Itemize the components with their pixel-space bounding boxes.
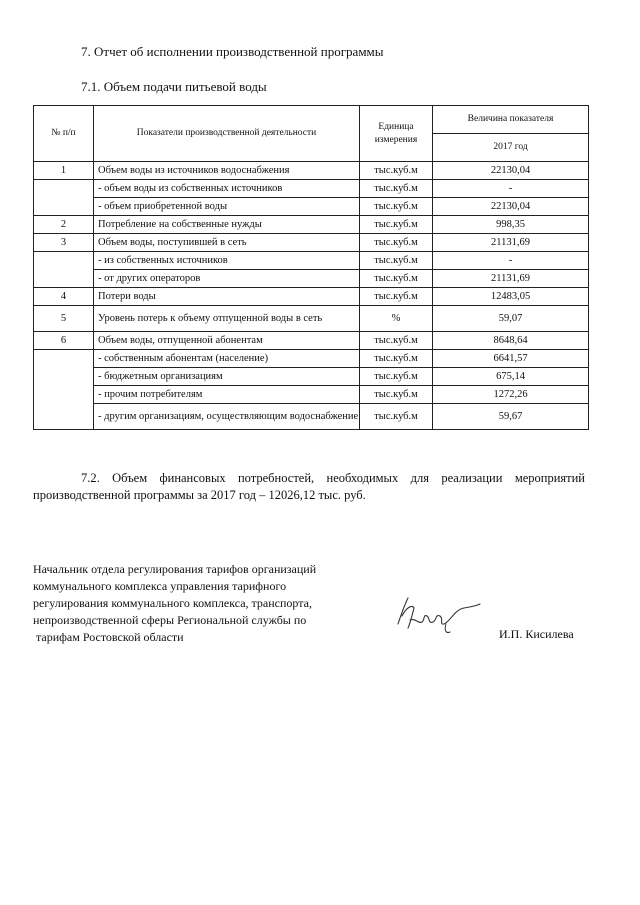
row-label: Потери воды bbox=[94, 288, 360, 306]
row-value: 998,35 bbox=[433, 216, 589, 234]
row-unit: тыс.куб.м bbox=[360, 216, 433, 234]
table-row bbox=[34, 386, 589, 404]
row-value: 6641,57 bbox=[433, 350, 589, 368]
row-num: 4 bbox=[34, 288, 94, 306]
signatory-title-line: коммунального комплекса управления тарифного bbox=[33, 579, 287, 593]
row-unit: % bbox=[360, 306, 433, 332]
col-header-unit-line1: Единица bbox=[378, 121, 414, 132]
row-value: 22130,04 bbox=[433, 162, 589, 180]
table-row bbox=[34, 162, 589, 180]
row-num: 6 bbox=[34, 332, 94, 350]
row-unit: тыс.куб.м bbox=[360, 288, 433, 306]
row-label: - от других операторов bbox=[94, 270, 360, 288]
table-row bbox=[34, 288, 589, 306]
row-value: 59,67 bbox=[433, 404, 589, 430]
signatory-title-line: регулирования коммунального комплекса, транспорта, bbox=[33, 596, 312, 610]
col-header-year: 2017 год bbox=[433, 134, 589, 162]
table-row bbox=[34, 234, 589, 252]
table-row bbox=[34, 306, 589, 332]
section-heading: 7. Отчет об исполнении производственной программы bbox=[81, 44, 384, 59]
row-label: - прочим потребителям bbox=[94, 386, 360, 404]
table-row bbox=[34, 350, 589, 368]
row-num-merged bbox=[34, 350, 94, 430]
signatory-title-line: Начальник отдела регулирования тарифов организаций bbox=[33, 562, 317, 576]
row-value: 675,14 bbox=[433, 368, 589, 386]
table-row bbox=[34, 404, 589, 430]
row-unit: тыс.куб.м bbox=[360, 368, 433, 386]
subsection-heading: 7.1. Объем подачи питьевой воды bbox=[81, 79, 267, 94]
row-label: Потребление на собственные нужды bbox=[94, 216, 360, 234]
row-unit: тыс.куб.м bbox=[360, 404, 433, 430]
table-row bbox=[34, 270, 589, 288]
row-label: Объем воды, поступившей в сеть bbox=[94, 234, 360, 252]
row-unit: тыс.куб.м bbox=[360, 350, 433, 368]
signatory-title-line: непроизводственной сферы Региональной службы по bbox=[33, 613, 307, 627]
row-label: Уровень потерь к объему отпущенной воды в сеть bbox=[94, 306, 360, 332]
col-header-indicator: Показатели производственной деятельности bbox=[94, 106, 360, 162]
table-row bbox=[34, 332, 589, 350]
row-value: 8648,64 bbox=[433, 332, 589, 350]
row-unit: тыс.куб.м bbox=[360, 180, 433, 198]
row-num: 2 bbox=[34, 216, 94, 234]
row-value: 22130,04 bbox=[433, 198, 589, 216]
row-unit: тыс.куб.м bbox=[360, 270, 433, 288]
row-unit: тыс.куб.м bbox=[360, 234, 433, 252]
signatory-title-line: тарифам Ростовской области bbox=[33, 630, 184, 644]
col-header-num: № п/п bbox=[34, 106, 94, 162]
row-label: - бюджетным организациям bbox=[94, 368, 360, 386]
row-label: - другим организациям, осуществляющим водоснабжение bbox=[94, 404, 360, 430]
row-num-merged bbox=[34, 252, 94, 288]
row-label: - объем воды из собственных источников bbox=[94, 180, 360, 198]
signatory-title bbox=[33, 561, 373, 646]
row-unit: тыс.куб.м bbox=[360, 386, 433, 404]
signatory-name: И.П. Кисилева bbox=[499, 627, 574, 641]
col-header-value-group: Величина показателя bbox=[433, 106, 589, 134]
row-label: - собственным абонентам (население) bbox=[94, 350, 360, 368]
table-row bbox=[34, 368, 589, 386]
col-header-unit-line2: измерения bbox=[374, 134, 418, 145]
row-unit: тыс.куб.м bbox=[360, 332, 433, 350]
row-value: 59,07 bbox=[433, 306, 589, 332]
row-label: Объем воды, отпущенной абонентам bbox=[94, 332, 360, 350]
row-num: 3 bbox=[34, 234, 94, 252]
table-row bbox=[34, 216, 589, 234]
row-num: 1 bbox=[34, 162, 94, 180]
financial-needs-paragraph: 7.2. Объем финансовых потребностей, необходимых для реализации мероприятий производственной программы за 2017 год – 12026,12 тыс. руб. bbox=[33, 471, 585, 502]
row-value: 12483,05 bbox=[433, 288, 589, 306]
row-label: Объем воды из источников водоснабжения bbox=[94, 162, 360, 180]
row-value: 1272,26 bbox=[433, 386, 589, 404]
row-num: 5 bbox=[34, 306, 94, 332]
water-supply-table bbox=[33, 105, 589, 430]
table-row bbox=[34, 252, 589, 270]
row-value: 21131,69 bbox=[433, 234, 589, 252]
row-unit: тыс.куб.м bbox=[360, 198, 433, 216]
row-value: - bbox=[433, 180, 589, 198]
row-num-merged bbox=[34, 180, 94, 216]
handwritten-signature bbox=[392, 594, 482, 636]
row-label: - из собственных источников bbox=[94, 252, 360, 270]
col-header-unit bbox=[360, 106, 433, 162]
row-unit: тыс.куб.м bbox=[360, 252, 433, 270]
table-row bbox=[34, 180, 589, 198]
row-label: - объем приобретенной воды bbox=[94, 198, 360, 216]
row-value: - bbox=[433, 252, 589, 270]
row-unit: тыс.куб.м bbox=[360, 162, 433, 180]
row-value: 21131,69 bbox=[433, 270, 589, 288]
table-row bbox=[34, 198, 589, 216]
